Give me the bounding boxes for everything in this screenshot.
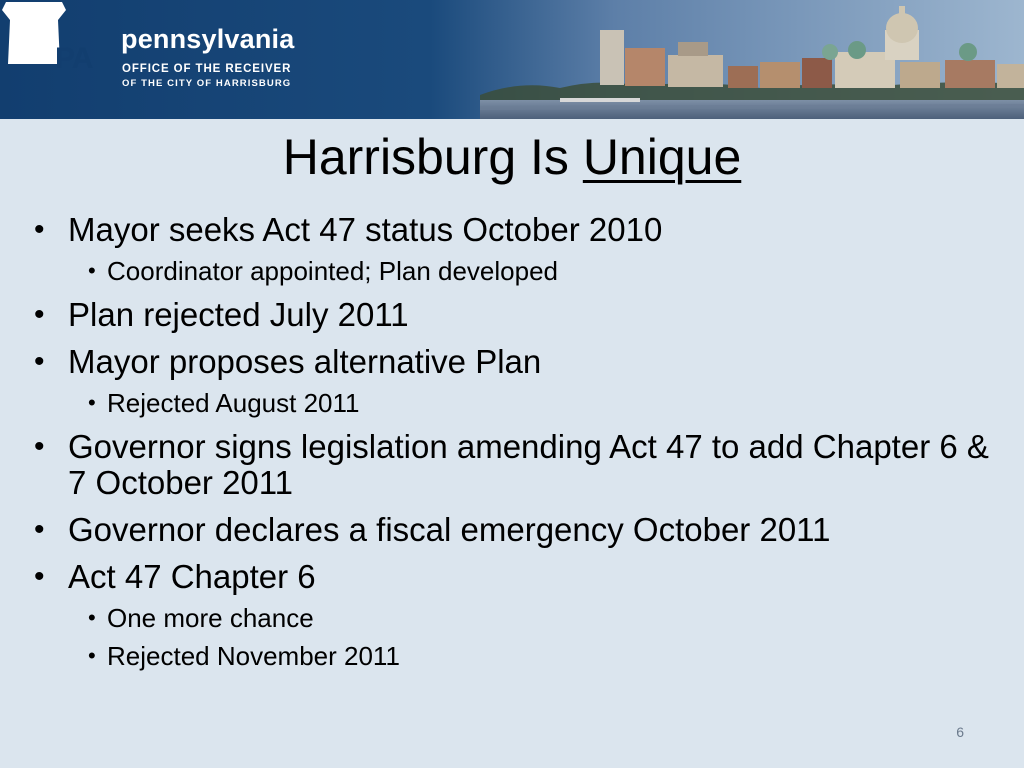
sub-bullet-item: • Rejected November 2011 (88, 641, 1002, 671)
keystone-letters: PA (55, 42, 93, 75)
title-prefix: Harrisburg Is (282, 129, 583, 185)
sub-bullet-item: • Coordinator appointed; Plan developed (88, 256, 1002, 286)
bullet-item: • Plan rejected July 2011 (32, 297, 1002, 333)
bullet-item: • Act 47 Chapter 6 (32, 559, 1002, 595)
city-skyline-image (0, 0, 1024, 119)
bullet-item: • Mayor proposes alternative Plan (32, 344, 1002, 380)
bullet-item: • Mayor seeks Act 47 status October 2010 (32, 212, 1002, 248)
bullet-item: • Governor declares a fiscal emergency October 2011 (32, 512, 1002, 548)
title-emphasis: Unique (582, 129, 742, 185)
office-line-1: OFFICE OF THE RECEIVER (122, 63, 292, 75)
brand-name: pennsylvania (121, 24, 295, 54)
sub-bullet-item: • One more chance (88, 603, 1002, 633)
page-number: 6 (956, 724, 964, 740)
office-line-2: OF THE CITY OF HARRISBURG (122, 78, 292, 89)
bullet-item: • Governor signs legislation amending Act 47 to add Chapter 6 & 7 October 2011 (32, 429, 1002, 501)
sub-bullet-item: • Rejected August 2011 (88, 388, 1002, 418)
slide-title (0, 124, 1024, 190)
header-banner (0, 0, 1024, 119)
bullet-list (32, 212, 1002, 671)
